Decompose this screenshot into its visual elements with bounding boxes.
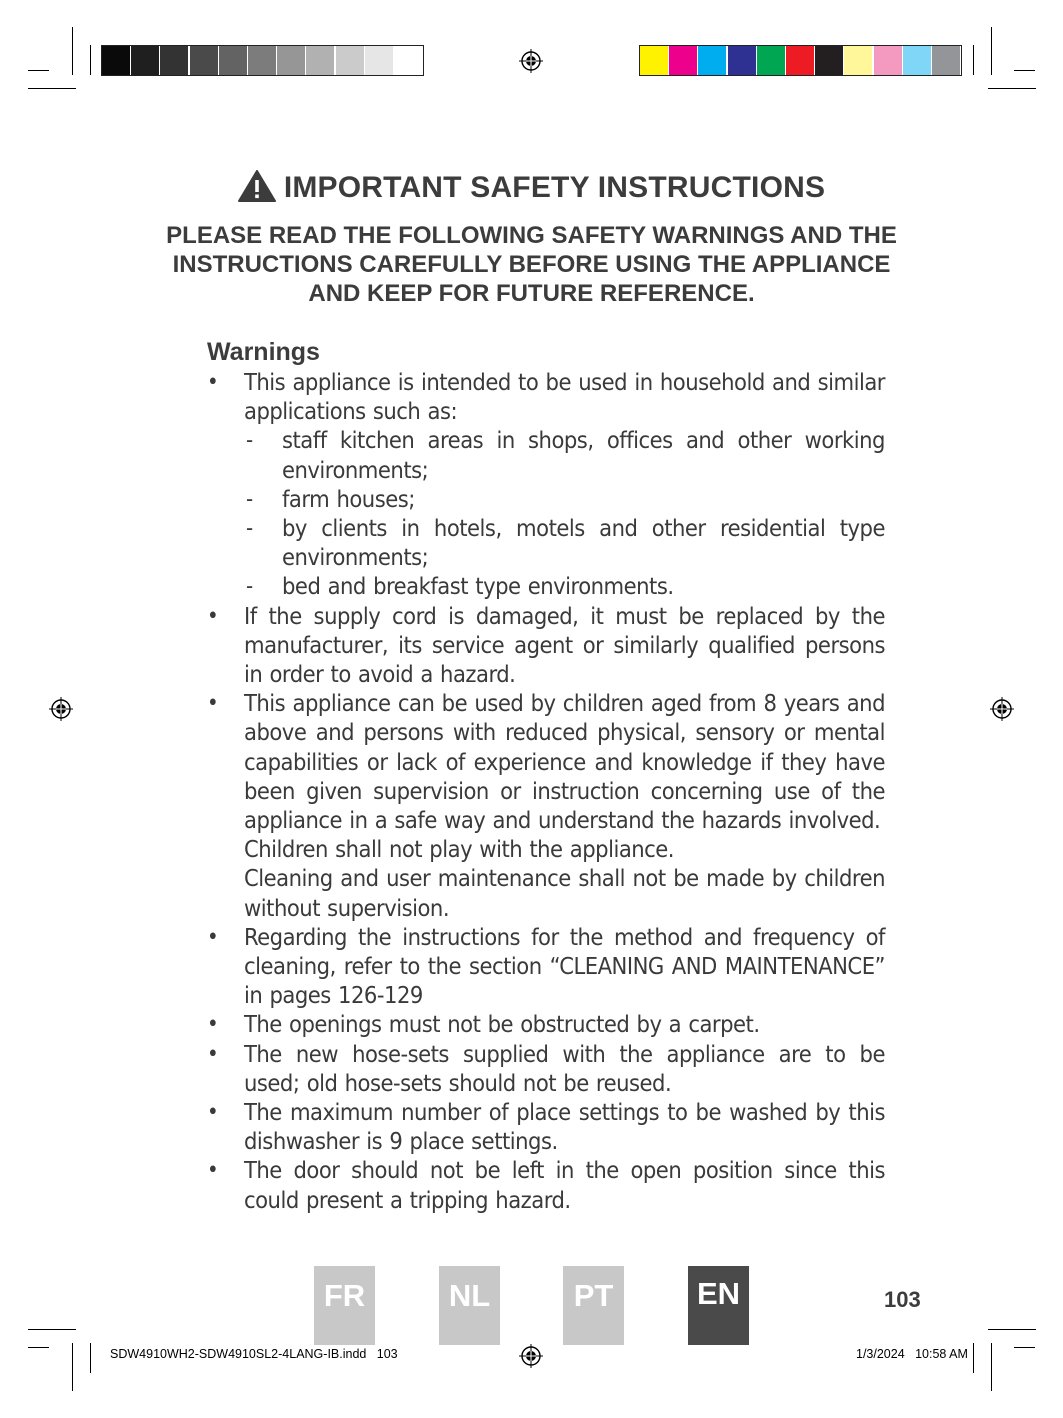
bullet: • — [207, 1012, 219, 1038]
page-subtitle — [160, 221, 903, 308]
dash: - — [246, 574, 254, 600]
language-tab-fr[interactable]: FR — [314, 1266, 375, 1345]
warning-triangle-icon — [238, 170, 276, 202]
warning-text: This appliance can be used by children aged from 8 years and above and persons with reduced physical, sensory or mental capabilities or lack of experience and knowledge if they have been given supervision or instruction concerning use of the appliance in a safe way and understand the hazards involved. — [244, 689, 885, 835]
sub-list-item — [244, 572, 885, 601]
registration-mark-icon — [990, 697, 1014, 721]
color-swatch — [219, 46, 247, 75]
crop-mark-bottom-right-h — [988, 1329, 1036, 1330]
dash: - — [246, 516, 254, 542]
crop-mark-bottom-left-v2 — [90, 1343, 91, 1373]
list-item — [207, 1156, 885, 1214]
crop-mark-bottom-left-h2 — [28, 1347, 49, 1348]
crop-mark-top-right-h2 — [988, 88, 1036, 89]
color-swatch — [728, 46, 756, 75]
sub-item-text: staff kitchen areas in shops, offices and other working environments; — [282, 426, 885, 484]
crop-mark-bottom-right-v — [991, 1343, 992, 1391]
color-swatch — [365, 46, 393, 75]
list-item — [207, 1098, 885, 1156]
color-swatch — [640, 46, 668, 75]
color-swatch — [815, 46, 843, 75]
registration-mark-icon — [49, 697, 73, 721]
page-title-text: IMPORTANT SAFETY INSTRUCTIONS — [283, 171, 826, 204]
list-item — [207, 1010, 885, 1039]
color-swatch — [160, 46, 188, 75]
color-swatch — [903, 46, 931, 75]
color-swatch — [277, 46, 305, 75]
color-swatch — [786, 46, 814, 75]
warning-text: This appliance is intended to be used in household and similar applications such as: — [244, 368, 885, 426]
language-tab-en[interactable]: EN — [688, 1266, 749, 1345]
list-item — [207, 689, 885, 923]
registration-mark-icon — [519, 49, 543, 73]
bullet: • — [207, 924, 219, 950]
warning-text: Regarding the instructions for the method and frequency of cleaning, refer to the section “CLEANING AND MAINTENANCE” in pages 126-129 — [244, 922, 885, 1010]
warning-text: The door should not be left in the open position since this could present a tripping hazard. — [244, 1156, 885, 1214]
color-swatch — [102, 46, 130, 75]
color-swatch — [190, 46, 218, 75]
color-swatch — [757, 46, 785, 75]
warning-text-extra: Cleaning and user maintenance shall not be made by children without supervision. — [244, 864, 885, 922]
list-item — [207, 602, 885, 690]
subtitle-line: AND KEEP FOR FUTURE REFERENCE. — [308, 280, 755, 307]
crop-mark-top-left-h2 — [28, 88, 76, 89]
warnings-section — [207, 336, 885, 1215]
language-tab-pt[interactable]: PT — [563, 1266, 624, 1345]
crop-mark-top-right-h — [1014, 70, 1035, 71]
crop-mark-top-left-v — [72, 27, 73, 75]
page-title — [0, 170, 1063, 205]
color-swatch — [698, 46, 726, 75]
bullet: • — [207, 691, 219, 717]
bullet: • — [207, 370, 219, 395]
crop-mark-bottom-right-v2 — [973, 1343, 974, 1373]
page-number: 103 — [884, 1287, 921, 1312]
crop-mark-bottom-left-h — [28, 1329, 76, 1330]
dash: - — [246, 428, 254, 454]
slug-date-info: 1/3/2024 10:58 AM — [856, 1347, 968, 1361]
sub-item-text: by clients in hotels, motels and other residential type environments; — [282, 514, 885, 572]
color-swatch — [131, 46, 159, 75]
sub-item-text: farm houses; — [282, 484, 415, 513]
color-swatch — [306, 46, 334, 75]
warning-text-extra: Children shall not play with the appliance. — [244, 835, 675, 864]
crop-mark-top-left-v2 — [90, 45, 91, 75]
subtitle-line: PLEASE READ THE FOLLOWING SAFETY WARNINGS AND THE — [166, 222, 897, 249]
sub-list-item — [244, 514, 885, 572]
crop-mark-bottom-left-v — [72, 1343, 73, 1391]
crop-mark-top-left-h — [28, 70, 49, 71]
warning-text: The maximum number of place settings to be washed by this dishwasher is 9 place settings. — [244, 1098, 885, 1156]
sub-item-text: bed and breakfast type environments. — [282, 572, 674, 601]
bullet: • — [207, 603, 219, 629]
crop-mark-bottom-right-h2 — [1014, 1347, 1035, 1348]
crop-mark-top-right-v — [991, 27, 992, 75]
bullet: • — [207, 1158, 219, 1184]
subtitle-line: INSTRUCTIONS CAREFULLY BEFORE USING THE APPLIANCE — [172, 251, 891, 278]
list-item — [207, 368, 885, 602]
warnings-list — [207, 368, 885, 1215]
section-heading: Warnings — [207, 338, 320, 366]
color-swatch — [669, 46, 697, 75]
list-item — [207, 923, 885, 1011]
sub-list — [244, 426, 885, 601]
registration-mark-icon — [519, 1344, 543, 1368]
dash: - — [246, 486, 254, 512]
warning-text: The openings must not be obstructed by a carpet. — [244, 1010, 760, 1039]
color-swatch — [336, 46, 364, 75]
color-swatch — [932, 46, 960, 75]
color-swatch — [248, 46, 276, 75]
crop-mark-top-right-v2 — [973, 45, 974, 75]
color-swatch — [874, 46, 902, 75]
bullet: • — [207, 1041, 219, 1067]
color-swatch — [844, 46, 872, 75]
color-swatch — [394, 46, 422, 75]
warning-text: If the supply cord is damaged, it must be replaced by the manufacturer, its service agent or similarly qualified persons in order to avoid a hazard. — [244, 601, 885, 689]
sub-list-item — [244, 485, 885, 514]
slug-file-info: SDW4910WH2-SDW4910SL2-4LANG-IB.indd 103 — [110, 1347, 398, 1361]
sub-list-item — [244, 426, 885, 484]
bullet: • — [207, 1100, 219, 1126]
language-tab-nl[interactable]: NL — [439, 1266, 500, 1345]
list-item — [207, 1040, 885, 1098]
warning-text: The new hose-sets supplied with the appliance are to be used; old hose-sets should not be reused. — [244, 1039, 885, 1097]
